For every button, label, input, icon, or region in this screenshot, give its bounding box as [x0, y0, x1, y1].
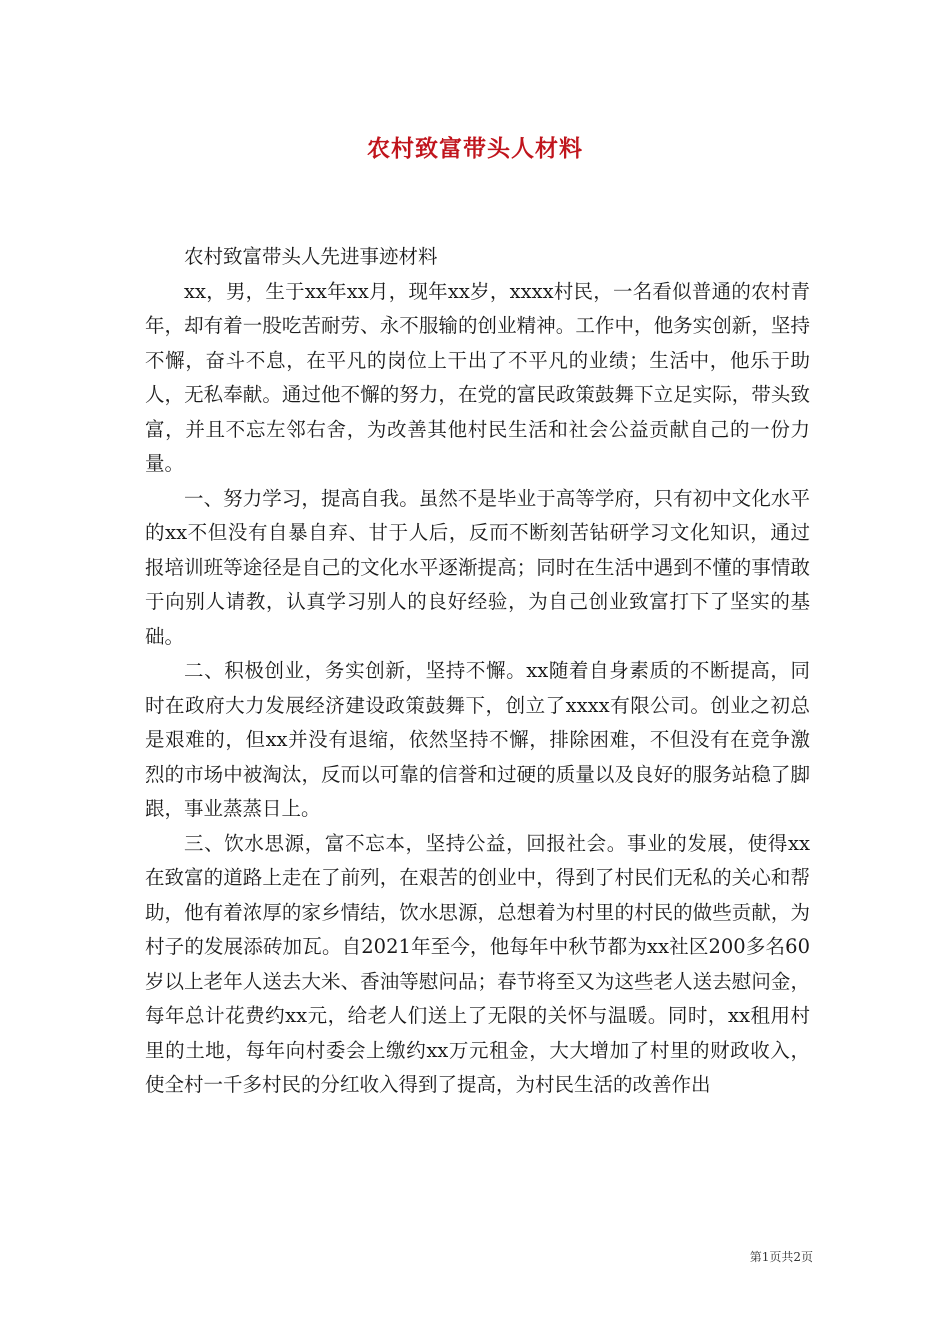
paragraph-subtitle: 农村致富带头人先进事迹材料 [184, 245, 438, 268]
document-body [145, 240, 810, 1103]
paragraph-intro: xx，男，生于xx年xx月，现年xx岁，xxxx村民，一名看似普通的农村青年，却有着一股吃苦耐劳、永不服输的创业精神。工作中，他务实创新，坚持不懈，奋斗不息，在平凡的岗位上干出了不平凡的业绩；生活中，他乐于助人，无私奉献。通过他不懈的努力，在党的富民政策鼓舞下立足实际，带头致富，并且不忘左邻右舍，为改善其他村民生活和社会公益贡献自己的一份力量。 [145, 279, 810, 475]
paragraph-section-1: 一、努力学习，提高自我。虽然不是毕业于高等学府，只有初中文化水平的xx不但没有自暴自弃、甘于人后，反而不断刻苦钻研学习文化知识，通过报培训班等途径是自己的文化水平逐渐提高；同时在生活中遇到不懂的事情敢于向别人请教，认真学习别人的良好经验，为自己创业致富打下了坚实的基础。 [145, 486, 810, 648]
page-indicator: 第1页共2页 [749, 1250, 813, 1264]
document-title: 农村致富带头人材料 [367, 135, 583, 162]
paragraph-section-3: 三、饮水思源，富不忘本，坚持公益，回报社会。事业的发展，使得xx在致富的道路上走在了前列，在艰苦的创业中，得到了村民们无私的关心和帮助，他有着浓厚的家乡情结，饮水思源，总想着为村里的村民的做些贡献，为村子的发展添砖加瓦。自2021年至今，他每年中秋节都为xx社区200多名60岁以上老年人送去大米、香油等慰问品；春节将至又为这些老人送去慰问金，每年总计花费约xx元，给老人们送上了无限的关怀与温暖。同时，xx租用村里的土地，每年向村委会上缴约xx万元租金，大大增加了村里的财政收入，使全村一千多村民的分红收入得到了提高，为村民生活的改善作出 [145, 831, 810, 1096]
paragraph-section-2: 二、积极创业，务实创新，坚持不懈。xx随着自身素质的不断提高，同时在政府大力发展经济建设政策鼓舞下，创立了xxxx有限公司。创业之初总是艰难的，但xx并没有退缩，依然坚持不懈，排除困难，不但没有在竞争激烈的市场中被淘汰，反而以可靠的信誉和过硬的质量以及良好的服务站稳了脚跟，事业蒸蒸日上。 [145, 659, 810, 820]
